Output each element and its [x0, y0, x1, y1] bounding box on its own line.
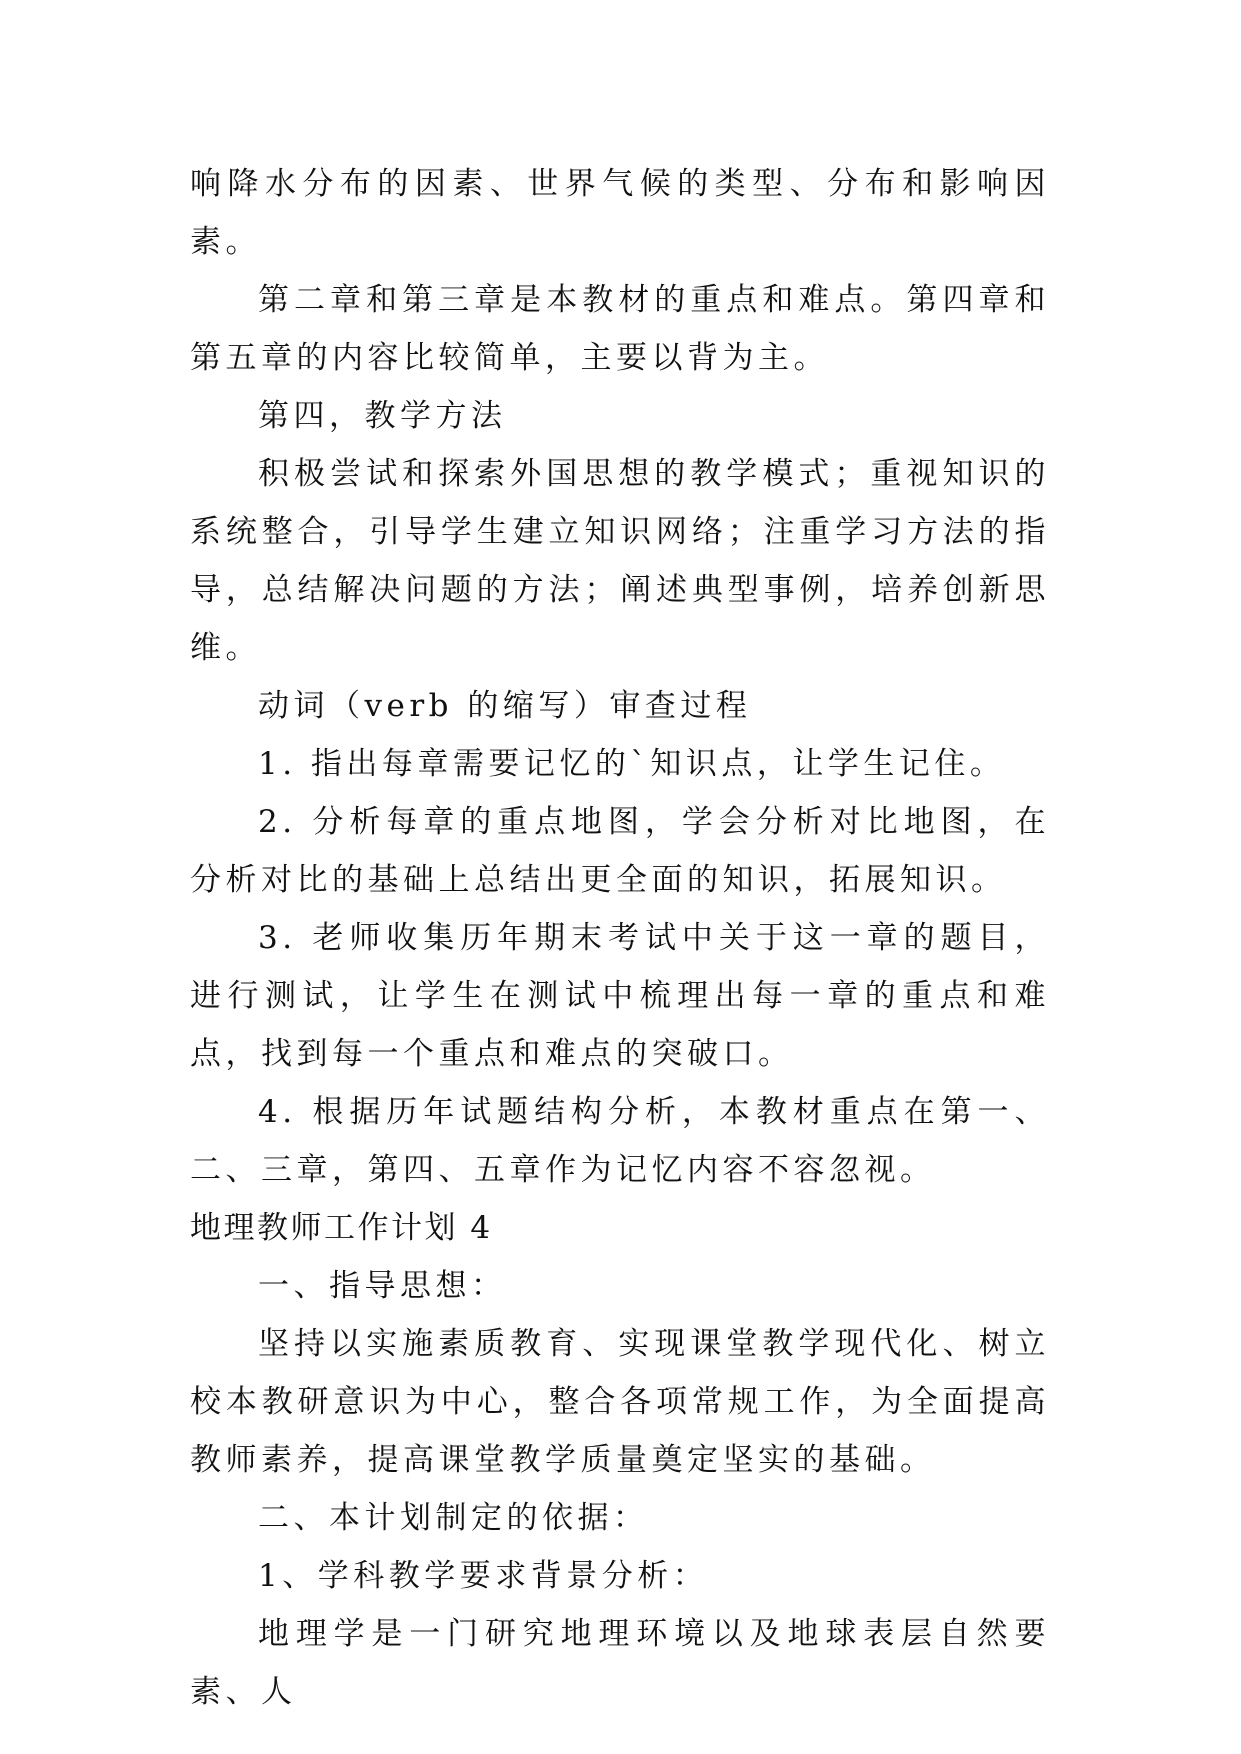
- list-item: 4. 根据历年试题结构分析，本教材重点在第一、二、三章，第四、五章作为记忆内容不容忽视。: [190, 1094, 1050, 1188]
- document-title: 地理教师工作计划 4: [190, 1210, 493, 1246]
- paragraph: 积极尝试和探索外国思想的教学模式；重视知识的系统整合，引导学生建立知识网络；注重学习方法的指导，总结解决问题的方法；阐述典型事例，培养创新思维。: [190, 456, 1050, 666]
- paragraph: 响降水分布的因素、世界气候的类型、分布和影响因素。: [190, 166, 1050, 260]
- list-item: 1. 指出每章需要记忆的`知识点，让学生记住。: [258, 746, 1006, 782]
- document-body: [190, 155, 1050, 1721]
- section-heading: 二、本计划制定的依据：: [258, 1500, 649, 1536]
- paragraph: 地理学是一门研究地理环境以及地球表层自然要素、人: [190, 1616, 1050, 1710]
- section-heading: 第四，教学方法: [258, 398, 507, 434]
- paragraph: 第二章和第三章是本教材的重点和难点。第四章和第五章的内容比较简单，主要以背为主。: [190, 282, 1050, 376]
- list-item: 2. 分析每章的重点地图，学会分析对比地图，在分析对比的基础上总结出更全面的知识，拓展知识。: [190, 804, 1050, 898]
- subsection-heading: 1、学科教学要求背景分析：: [258, 1558, 709, 1594]
- paragraph: 坚持以实施素质教育、实现课堂教学现代化、树立校本教研意识为中心，整合各项常规工作，为全面提高教师素养，提高课堂教学质量奠定坚实的基础。: [190, 1326, 1050, 1478]
- section-heading: 动词（verb 的缩写）审查过程: [258, 688, 752, 724]
- list-item: 3. 老师收集历年期末考试中关于这一章的题目，进行测试，让学生在测试中梳理出每一章的重点和难点，找到每一个重点和难点的突破口。: [190, 920, 1050, 1072]
- section-heading: 一、指导思想：: [258, 1268, 507, 1304]
